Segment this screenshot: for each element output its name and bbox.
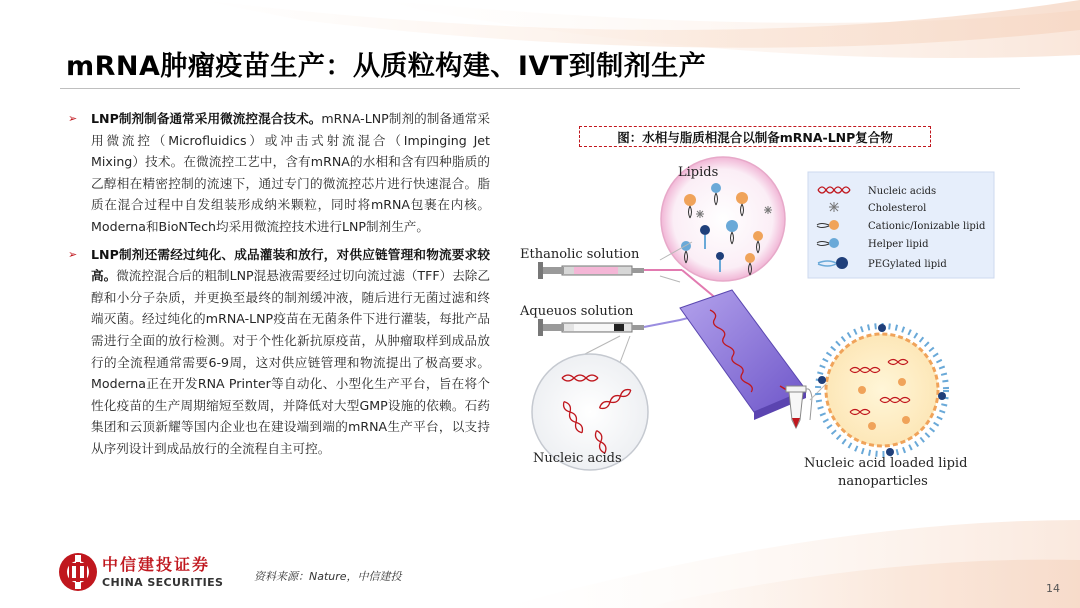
- figure-caption: 图：水相与脂质相混合以制备mRNA-LNP复合物: [579, 126, 931, 147]
- bullet-body: 微流控混合后的粗制LNP混悬液需要经过切向流过滤（TFF）去除乙醇和小分子杂质，并更换至最终的制剂缓冲液，随后进行无菌过滤和终端灭菌。经过纯化的mRNA-LNP疫苗在无菌条件下进行灌装，每批产品需进行全面的放行检测。对于个性化新抗原疫苗，从肿瘤取样到成品放行的全流程通常需要6-9周，这对供应链管理和物流提出了极高要求。Moderna正在开发RNA Printer等自动化、小型化生产平台，旨在将个性化疫苗的生产周期缩短至数周，并降低对大型GMP设施的依赖。石药集团和云顶新耀等国内企业也在建设端到端的mRNA生产平台，以支持从序列设计到成品放行的全流程自主可控。: [91, 268, 490, 456]
- bullet-arrow-icon: ➢: [68, 112, 78, 125]
- legend: [808, 172, 994, 278]
- legend-label: Cationic/Ionizable lipid: [868, 221, 986, 232]
- legend-label: PEGylated lipid: [868, 259, 947, 270]
- lnp-label-line2: nanoparticles: [838, 474, 928, 489]
- collection-tube-icon: [786, 386, 812, 428]
- logo-text-en: CHINA SECURITIES: [102, 576, 224, 589]
- bullet-arrow-icon: ➢: [68, 247, 78, 261]
- citic-logo-icon: [58, 552, 98, 592]
- logo-text-cn: 中信建投证券: [102, 555, 211, 574]
- cholesterol-icon: [829, 202, 839, 212]
- title-divider: [60, 88, 1020, 89]
- lnp-label-line1: Nucleic acid loaded lipid: [804, 456, 968, 471]
- lipid-bubble: [661, 157, 785, 281]
- legend-label: Cholesterol: [868, 203, 927, 214]
- ethanolic-solution-label: Ethanolic solution: [520, 247, 640, 262]
- page-title: mRNA肿瘤疫苗生产：从质粒构建、IVT到制剂生产: [66, 51, 707, 82]
- bullet-lead: LNP制剂还需经过纯化、成品灌装和放行，对供应链管理和物流要求较高。: [91, 246, 490, 284]
- source-note: 资料来源：Nature，中信建投: [254, 570, 402, 583]
- lipids-label: Lipids: [678, 165, 719, 180]
- legend-label: Helper lipid: [868, 239, 929, 250]
- legend-label: Nucleic acids: [868, 186, 937, 197]
- nucleic-acid-bubble: [532, 354, 648, 470]
- bullet-item: [66, 108, 490, 238]
- bullet-list: [66, 108, 490, 466]
- bullet-body: mRNA-LNP制剂的制备通常采用微流控（Microfluidics）或冲击式射流混合（Impinging Jet Mixing）技术。在微流控工艺中，含有mRNA的水相和含有四种脂质的乙醇相在精密控制的流速下，通过专门的微流控芯片进行快速混合。脂质在混合过程中自发组装形成纳米颗粒，同时将mRNA包裹在内核。Moderna和BioNTech均采用微流控技术进行LNP制剂生产。: [91, 111, 491, 234]
- bullet-lead: LNP制剂制备通常采用微流控混合技术。: [91, 111, 322, 126]
- aqueous-solution-label: Aqueuos solution: [520, 304, 634, 319]
- lnp-nanoparticle-icon: [818, 324, 946, 456]
- microfluidic-chip-icon: [680, 290, 806, 420]
- lnp-mixing-diagram: [510, 150, 1010, 500]
- china-securities-logo: [58, 552, 238, 592]
- nucleic-acids-label: Nucleic acids: [533, 451, 622, 466]
- bullet-item: [66, 244, 490, 460]
- page-number: 14: [1046, 582, 1060, 595]
